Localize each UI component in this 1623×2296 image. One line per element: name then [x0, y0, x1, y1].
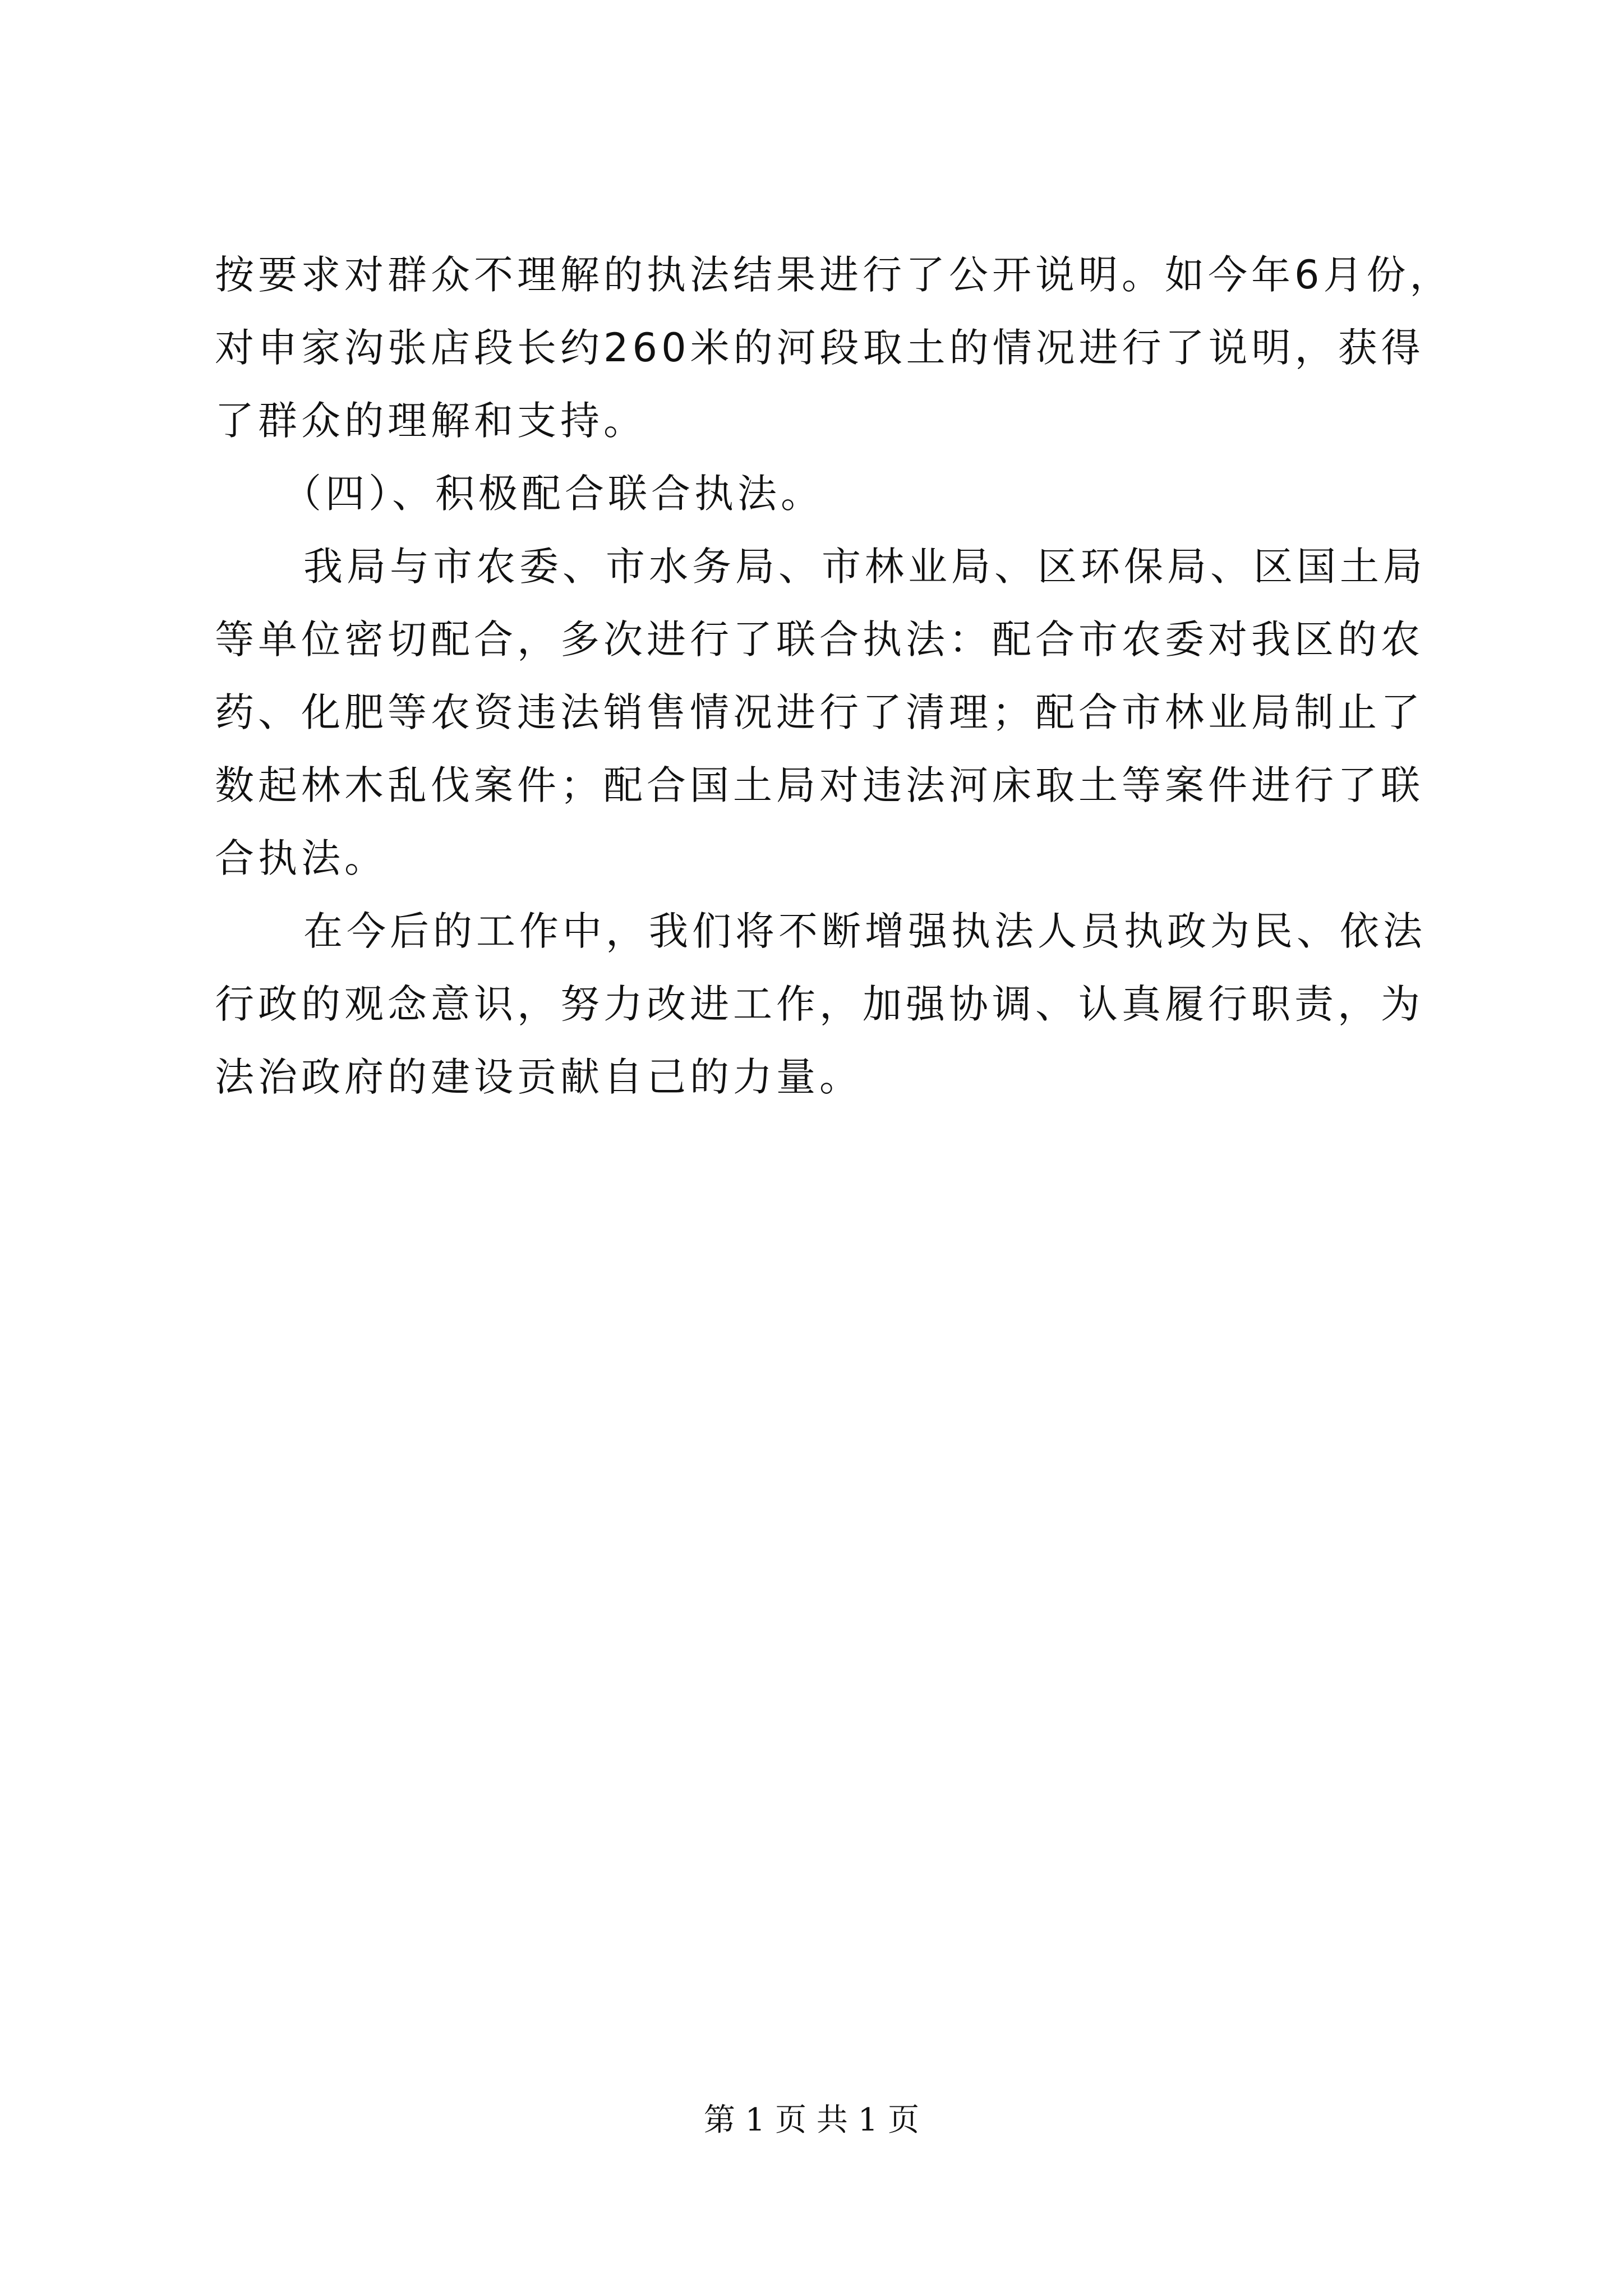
- paragraph-1-line-2: 对申家沟张店段长约260米的河段取土的情况进行了说明，获得: [215, 325, 1424, 371]
- paragraph-4-line-3: 法治政府的建设贡献自己的力量。: [215, 1054, 863, 1100]
- paragraph-1-line-3: 了群众的理解和支持。: [215, 398, 647, 444]
- paragraph-3-line-3: 药、化肥等农资违法销售情况进行了清理；配合市林业局制止了: [215, 689, 1424, 735]
- paragraph-4-line-1: 在今后的工作中，我们将不断增强执法人员执政为民、依法: [303, 908, 1426, 954]
- paragraph-3-line-4: 数起林木乱伐案件；配合国土局对违法河床取土等案件进行了联: [215, 762, 1424, 808]
- page-footer: 第 1 页 共 1 页: [703, 2102, 920, 2138]
- paragraph-3-line-5: 合执法。: [215, 835, 388, 881]
- paragraph-4-line-2: 行政的观念意识，努力改进工作，加强协调、认真履行职责，为: [215, 981, 1424, 1027]
- paragraph-3-line-2: 等单位密切配合，多次进行了联合执法：配合市农委对我区的农: [215, 616, 1424, 662]
- paragraph-3-line-1: 我局与市农委、市水务局、市林业局、区环保局、区国土局: [303, 544, 1426, 590]
- paragraph-1-line-1: 按要求对群众不理解的执法结果进行了公开说明。如今年6月份，: [215, 252, 1453, 298]
- section-heading: （四）、积极配合联合执法。: [282, 471, 824, 517]
